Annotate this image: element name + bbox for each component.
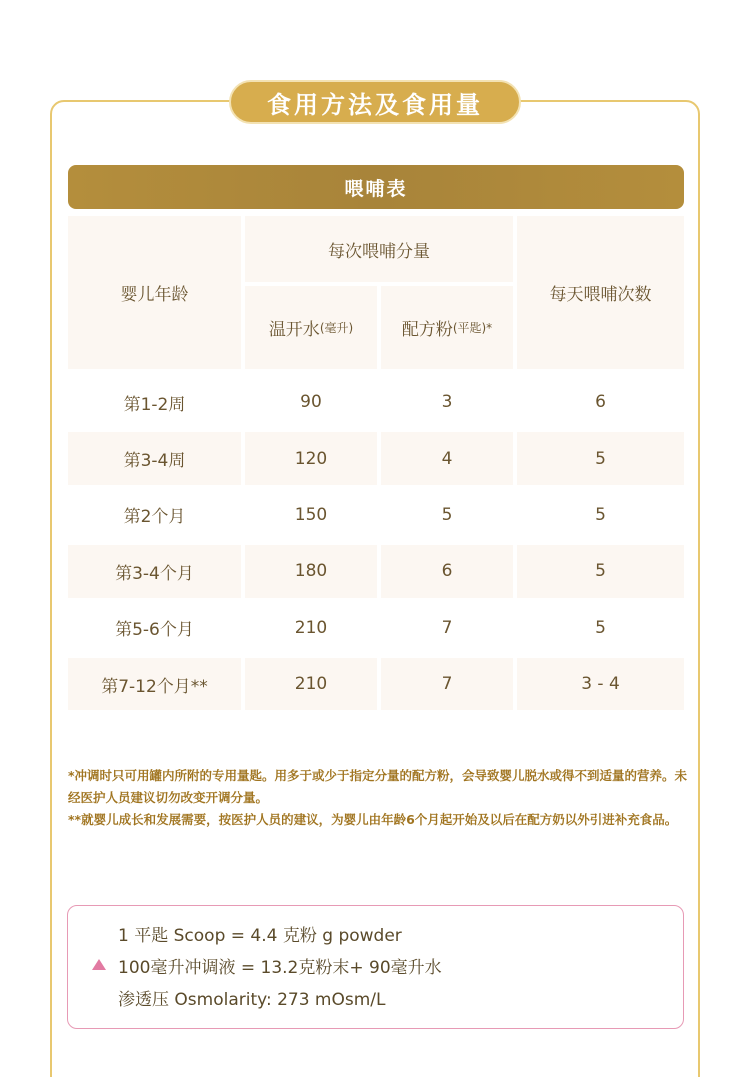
table-cell-water: 180	[245, 545, 377, 597]
header-powder-unit: (平匙)*	[452, 321, 493, 335]
header-per-feed: 每次喂哺分量	[245, 216, 513, 282]
info-scoop: 1 平匙 Scoop = 4.4 克粉 g powder	[118, 926, 402, 946]
header-powder-label: 配方粉	[401, 320, 453, 340]
table-cell-daily: 5	[595, 617, 606, 638]
footnote-1: *冲调时只可用罐内所附的专用量匙。用多于或少于指定分量的配方粉，会导致婴儿脱水或得不到适量的营养。未经医护人员建议切勿改变开调分量。	[68, 768, 688, 805]
table-title: 喂哺表	[68, 165, 684, 209]
table-cell-water: 90	[300, 392, 322, 413]
table-cell-age: 第5-6个月	[115, 620, 194, 641]
table-cell-daily: 6	[595, 392, 606, 413]
footnote-2: **就婴儿成长和发展需要，按医护人员的建议，为婴儿由年龄6个月起开始及以后在配方奶以外引进补充食品。	[68, 812, 678, 827]
table-cell-daily: 5	[517, 432, 684, 484]
triangle-icon	[92, 959, 106, 970]
table-cell-powder: 5	[441, 504, 453, 525]
table-cell-daily: 5	[595, 504, 606, 525]
table-cell-daily: 3 - 4	[517, 658, 684, 710]
info-osmolarity: 渗透压 Osmolarity: 273 mOsm/L	[118, 990, 386, 1010]
table-cell-powder: 7	[381, 658, 513, 710]
footnotes	[68, 765, 688, 831]
table-cell-age: 第2个月	[123, 507, 186, 528]
header-water	[245, 286, 377, 369]
table-cell-water: 210	[294, 617, 328, 638]
table-cell-water: 120	[245, 432, 377, 484]
table-cell-powder: 3	[441, 392, 453, 413]
header-age: 婴儿年龄	[68, 216, 241, 369]
table-cell-age: 第3-4个月	[68, 545, 241, 597]
info-solution: 100毫升冲调液 = 13.2克粉末+ 90毫升水	[118, 958, 442, 978]
table-cell-water: 210	[245, 658, 377, 710]
header-water-label: 温开水	[268, 320, 320, 340]
table-cell-daily: 5	[517, 545, 684, 597]
table-cell-powder: 4	[381, 432, 513, 484]
header-water-unit: (毫升)	[319, 321, 354, 335]
header-powder	[381, 286, 513, 369]
table-cell-water: 150	[294, 504, 328, 525]
table-cell-age: 第7-12个月**	[68, 658, 241, 710]
table-cell-age: 第3-4周	[68, 432, 241, 484]
table-cell-age: 第1-2周	[123, 394, 186, 415]
table-cell-powder: 7	[441, 617, 453, 638]
header-daily: 每天喂哺次数	[517, 216, 684, 369]
table-cell-powder: 6	[381, 545, 513, 597]
page-title: 食用方法及食用量	[229, 80, 521, 124]
